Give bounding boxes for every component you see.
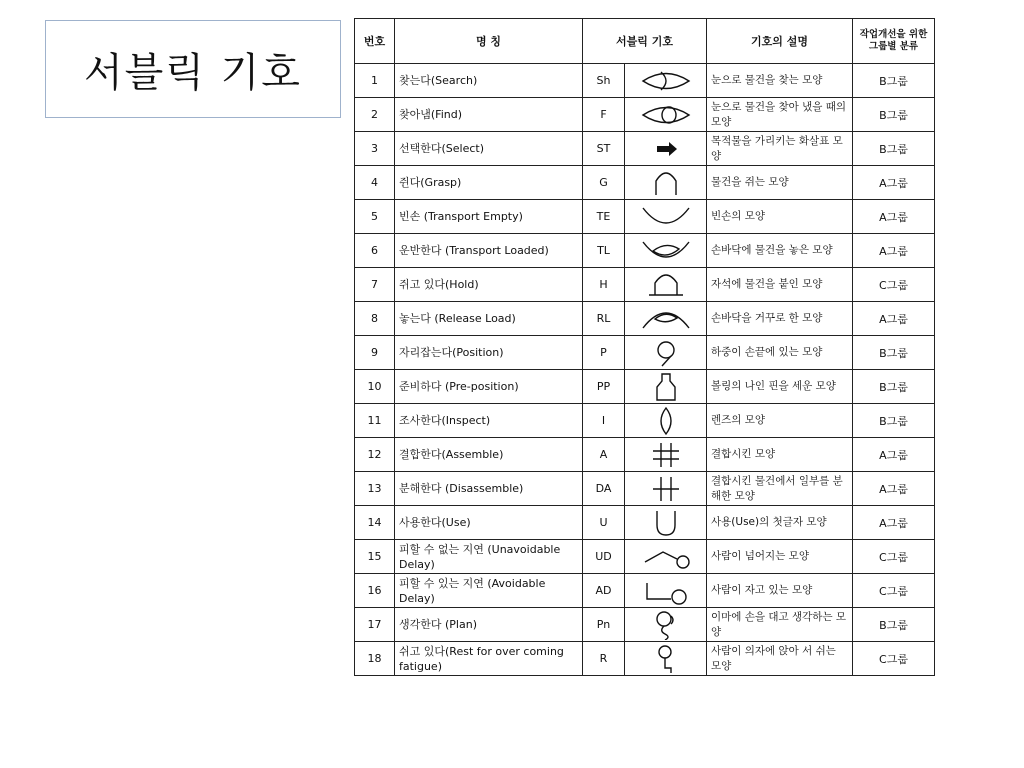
therblig-name: 생각한다 (Plan) bbox=[395, 608, 583, 642]
table-row bbox=[355, 166, 935, 200]
row-number: 13 bbox=[355, 472, 395, 506]
therblig-name: 사용한다(Use) bbox=[395, 506, 583, 540]
falling-person-icon bbox=[625, 540, 707, 574]
therblig-name: 찾는다(Search) bbox=[395, 64, 583, 98]
therblig-name: 쉬고 있다(Rest for over coming fatigue) bbox=[395, 642, 583, 676]
therblig-abbreviation: TL bbox=[583, 234, 625, 268]
symbol-description: 목적물을 가리키는 화살표 모양 bbox=[707, 132, 853, 166]
therblig-abbreviation: AD bbox=[583, 574, 625, 608]
sitting-person-icon bbox=[625, 642, 707, 676]
symbol-description: 결합시킨 물건에서 일부를 분해한 모양 bbox=[707, 472, 853, 506]
table-row bbox=[355, 642, 935, 676]
group-classification: B그룹 bbox=[853, 64, 935, 98]
row-number: 7 bbox=[355, 268, 395, 302]
row-number: 12 bbox=[355, 438, 395, 472]
inverted-palm-icon bbox=[625, 302, 707, 336]
row-number: 3 bbox=[355, 132, 395, 166]
symbol-description: 사람이 넘어지는 모양 bbox=[707, 540, 853, 574]
symbol-description: 손바닥을 거꾸로 한 모양 bbox=[707, 302, 853, 336]
therblig-abbreviation: I bbox=[583, 404, 625, 438]
cup-use-icon bbox=[625, 506, 707, 540]
group-classification: B그룹 bbox=[853, 98, 935, 132]
table-row bbox=[355, 370, 935, 404]
table-row bbox=[355, 574, 935, 608]
hash-assemble-icon bbox=[625, 438, 707, 472]
header-group: 작업개선을 위한 그룹별 분류 bbox=[853, 19, 935, 64]
symbol-description: 손바닥에 물건을 놓은 모양 bbox=[707, 234, 853, 268]
symbol-description: 눈으로 물건을 찾는 모양 bbox=[707, 64, 853, 98]
group-classification: A그룹 bbox=[853, 438, 935, 472]
table-row bbox=[355, 64, 935, 98]
grasp-arch-icon bbox=[625, 166, 707, 200]
table-row bbox=[355, 268, 935, 302]
row-number: 15 bbox=[355, 540, 395, 574]
group-classification: A그룹 bbox=[853, 302, 935, 336]
table-row bbox=[355, 302, 935, 336]
therblig-name: 놓는다 (Release Load) bbox=[395, 302, 583, 336]
slide-title: 서블릭 기호 bbox=[84, 49, 302, 96]
table-row bbox=[355, 472, 935, 506]
therblig-name: 찾아냄(Find) bbox=[395, 98, 583, 132]
row-number: 1 bbox=[355, 64, 395, 98]
therblig-name: 결합한다(Assemble) bbox=[395, 438, 583, 472]
row-number: 9 bbox=[355, 336, 395, 370]
row-number: 17 bbox=[355, 608, 395, 642]
group-classification: A그룹 bbox=[853, 472, 935, 506]
group-classification: A그룹 bbox=[853, 166, 935, 200]
group-classification: A그룹 bbox=[853, 200, 935, 234]
therblig-abbreviation: ST bbox=[583, 132, 625, 166]
symbol-description: 물건을 쥐는 모양 bbox=[707, 166, 853, 200]
row-number: 2 bbox=[355, 98, 395, 132]
symbol-description: 이마에 손을 대고 생각하는 모양 bbox=[707, 608, 853, 642]
therblig-name: 운반한다 (Transport Loaded) bbox=[395, 234, 583, 268]
therblig-abbreviation: DA bbox=[583, 472, 625, 506]
lying-person-icon bbox=[625, 574, 707, 608]
header-name: 명 칭 bbox=[395, 19, 583, 64]
symbol-description: 볼링의 나인 핀을 세운 모양 bbox=[707, 370, 853, 404]
header-no: 번호 bbox=[355, 19, 395, 64]
row-number: 4 bbox=[355, 166, 395, 200]
empty-palm-icon bbox=[625, 200, 707, 234]
row-number: 10 bbox=[355, 370, 395, 404]
group-classification: A그룹 bbox=[853, 234, 935, 268]
therblig-abbreviation: TE bbox=[583, 200, 625, 234]
group-classification: C그룹 bbox=[853, 574, 935, 608]
magnet-hold-icon bbox=[625, 268, 707, 302]
therblig-abbreviation: G bbox=[583, 166, 625, 200]
group-classification: A그룹 bbox=[853, 506, 935, 540]
table-row bbox=[355, 200, 935, 234]
therblig-name: 조사한다(Inspect) bbox=[395, 404, 583, 438]
therblig-abbreviation: Pn bbox=[583, 608, 625, 642]
row-number: 11 bbox=[355, 404, 395, 438]
therblig-abbreviation: A bbox=[583, 438, 625, 472]
finger-position-icon bbox=[625, 336, 707, 370]
therblig-abbreviation: RL bbox=[583, 302, 625, 336]
therblig-name: 피할 수 있는 지연 (Avoidable Delay) bbox=[395, 574, 583, 608]
therblig-table-image bbox=[354, 18, 936, 682]
therblig-abbreviation: R bbox=[583, 642, 625, 676]
table-row bbox=[355, 540, 935, 574]
symbol-description: 사용(Use)의 첫글자 모양 bbox=[707, 506, 853, 540]
group-classification: C그룹 bbox=[853, 268, 935, 302]
symbol-description: 사람이 의자에 앉아 서 쉬는 모양 bbox=[707, 642, 853, 676]
symbol-description: 결합시킨 모양 bbox=[707, 438, 853, 472]
therblig-name: 빈손 (Transport Empty) bbox=[395, 200, 583, 234]
therblig-name: 자리잡는다(Position) bbox=[395, 336, 583, 370]
disassemble-icon bbox=[625, 472, 707, 506]
row-number: 6 bbox=[355, 234, 395, 268]
symbol-description: 자석에 물건을 붙인 모양 bbox=[707, 268, 853, 302]
symbol-description: 빈손의 모양 bbox=[707, 200, 853, 234]
row-number: 8 bbox=[355, 302, 395, 336]
therblig-name: 피할 수 없는 지연 (Unavoidable Delay) bbox=[395, 540, 583, 574]
loaded-palm-icon bbox=[625, 234, 707, 268]
row-number: 18 bbox=[355, 642, 395, 676]
row-number: 5 bbox=[355, 200, 395, 234]
symbol-description: 사람이 자고 있는 모양 bbox=[707, 574, 853, 608]
group-classification: C그룹 bbox=[853, 540, 935, 574]
table-row bbox=[355, 608, 935, 642]
group-classification: B그룹 bbox=[853, 370, 935, 404]
therblig-name: 선택한다(Select) bbox=[395, 132, 583, 166]
symbol-description: 하중이 손끝에 있는 모양 bbox=[707, 336, 853, 370]
header-desc: 기호의 설명 bbox=[707, 19, 853, 64]
therblig-abbreviation: PP bbox=[583, 370, 625, 404]
lens-icon bbox=[625, 404, 707, 438]
table-row bbox=[355, 404, 935, 438]
therblig-name: 쥐고 있다(Hold) bbox=[395, 268, 583, 302]
eye-icon bbox=[625, 64, 707, 98]
therblig-abbreviation: UD bbox=[583, 540, 625, 574]
arrow-right-icon bbox=[625, 132, 707, 166]
slide-title-box bbox=[45, 20, 341, 118]
therblig-abbreviation: P bbox=[583, 336, 625, 370]
therblig-name: 준비하다 (Pre-position) bbox=[395, 370, 583, 404]
therblig-abbreviation: U bbox=[583, 506, 625, 540]
table-row bbox=[355, 98, 935, 132]
bowling-pin-icon bbox=[625, 370, 707, 404]
table-row bbox=[355, 506, 935, 540]
row-number: 14 bbox=[355, 506, 395, 540]
header-symbol: 서블릭 기호 bbox=[583, 19, 707, 64]
row-number: 16 bbox=[355, 574, 395, 608]
therblig-abbreviation: H bbox=[583, 268, 625, 302]
group-classification: B그룹 bbox=[853, 132, 935, 166]
therblig-table bbox=[354, 18, 935, 676]
symbol-description: 렌즈의 모양 bbox=[707, 404, 853, 438]
table-row bbox=[355, 336, 935, 370]
therblig-name: 쥔다(Grasp) bbox=[395, 166, 583, 200]
table-row bbox=[355, 234, 935, 268]
table-row bbox=[355, 438, 935, 472]
table-row bbox=[355, 132, 935, 166]
group-classification: B그룹 bbox=[853, 404, 935, 438]
group-classification: C그룹 bbox=[853, 642, 935, 676]
group-classification: B그룹 bbox=[853, 336, 935, 370]
table-header-row bbox=[355, 19, 935, 64]
therblig-abbreviation: Sh bbox=[583, 64, 625, 98]
symbol-description: 눈으로 물건을 찾아 냈을 때의 모양 bbox=[707, 98, 853, 132]
therblig-abbreviation: F bbox=[583, 98, 625, 132]
group-classification: B그룹 bbox=[853, 608, 935, 642]
therblig-name: 분해한다 (Disassemble) bbox=[395, 472, 583, 506]
thinking-person-icon bbox=[625, 608, 707, 642]
eye-with-pupil-icon bbox=[625, 98, 707, 132]
